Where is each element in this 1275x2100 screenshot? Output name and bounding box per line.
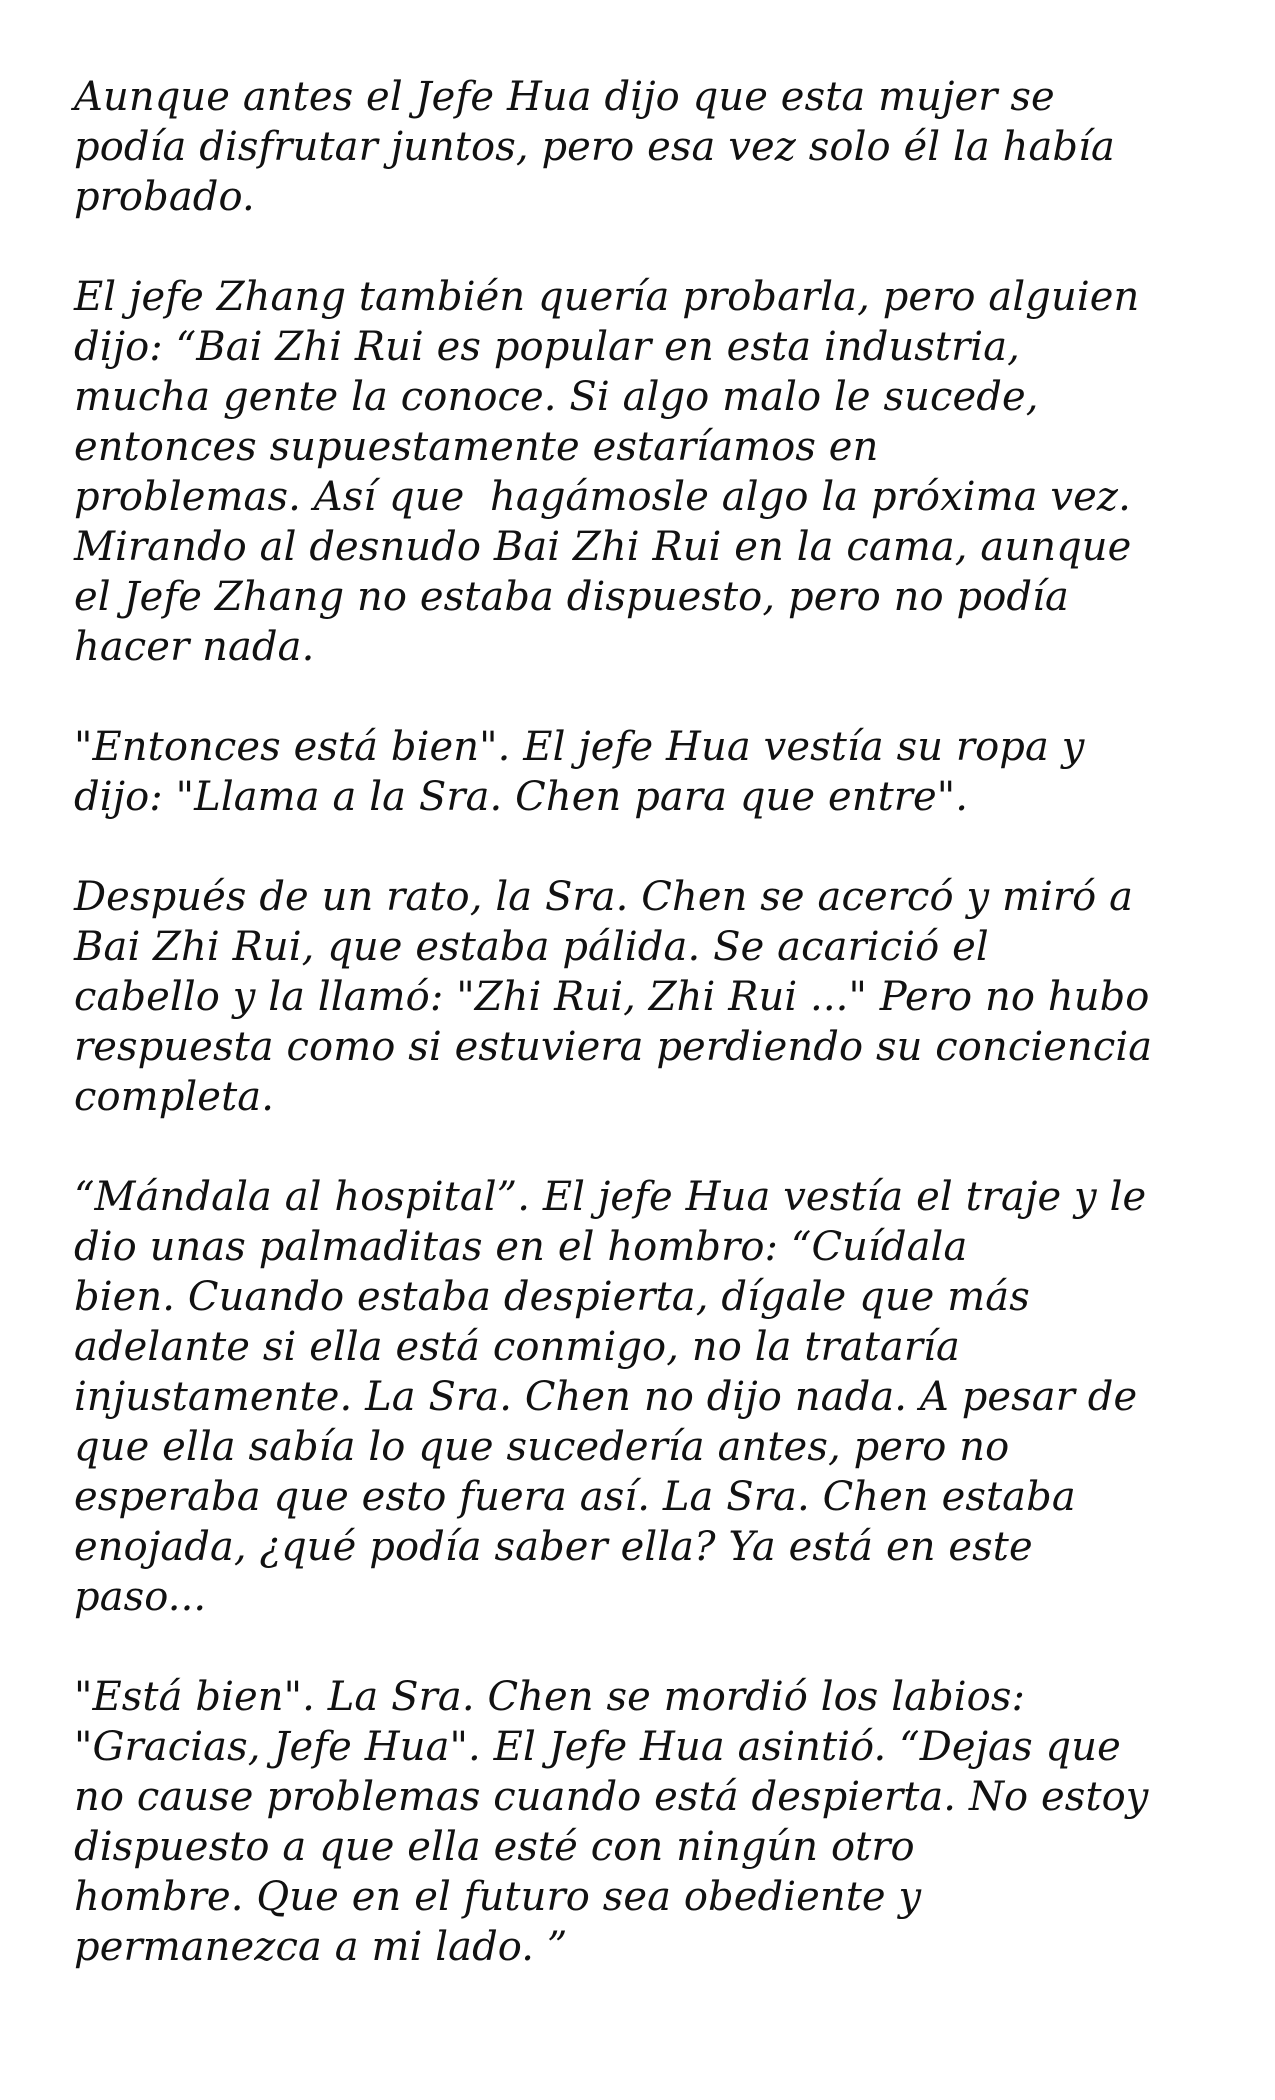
text-line: “Mándala al hospital”. El jefe Hua vestía el traje y le xyxy=(74,1174,1147,1220)
text-line: esperaba que esto fuera así. La Sra. Chen estaba xyxy=(74,1474,1076,1520)
text-line: "Está bien". La Sra. Chen se mordió los labios: xyxy=(74,1674,1026,1720)
text-line: Después de un rato, la Sra. Chen se acercó y miró a xyxy=(74,874,1134,920)
paragraph-spacer xyxy=(74,672,1215,722)
text-line: el Jefe Zhang no estaba dispuesto, pero no podía xyxy=(74,574,1069,620)
text-line: hacer nada. xyxy=(74,624,315,670)
text-line: que ella sabía lo que sucedería antes, pero no xyxy=(74,1424,1010,1470)
text-line: entonces supuestamente estaríamos en xyxy=(74,424,879,470)
text-line: cabello y la llamó: "Zhi Rui, Zhi Rui ..." Pero no hubo xyxy=(74,974,1150,1020)
paragraph xyxy=(74,722,1215,822)
text-line: problemas. Así que hagámosle algo la próxima vez. xyxy=(74,474,1131,520)
text-line: adelante si ella está conmigo, no la trataría xyxy=(74,1324,960,1370)
paragraph xyxy=(74,72,1215,222)
text-line: injustamente. La Sra. Chen no dijo nada. A pesar de xyxy=(74,1374,1138,1420)
text-line: no cause problemas cuando está despierta. No estoy xyxy=(74,1774,1149,1820)
paragraph-spacer xyxy=(74,822,1215,872)
text-line: Bai Zhi Rui, que estaba pálida. Se acarició el xyxy=(74,924,989,970)
text-line: respuesta como si estuviera perdiendo su conciencia xyxy=(74,1024,1153,1070)
paragraph-spacer xyxy=(74,1622,1215,1672)
text-line: dijo: “Bai Zhi Rui es popular en esta industria, xyxy=(74,324,1020,370)
paragraph xyxy=(74,1672,1215,1972)
text-line: bien. Cuando estaba despierta, dígale que más xyxy=(74,1274,1030,1320)
text-line: hombre. Que en el futuro sea obediente y xyxy=(74,1874,922,1920)
paragraph xyxy=(74,1172,1215,1622)
text-line: enojada, ¿qué podía saber ella? Ya está en este xyxy=(74,1524,1033,1570)
text-line: El jefe Zhang también quería probarla, pero alguien xyxy=(74,274,1140,320)
text-line: Aunque antes el Jefe Hua dijo que esta mujer se xyxy=(74,74,1055,120)
text-line: mucha gente la conoce. Si algo malo le sucede, xyxy=(74,374,1039,420)
text-line: paso... xyxy=(74,1574,207,1620)
text-line: "Entonces está bien". El jefe Hua vestía su ropa y xyxy=(74,724,1085,770)
text-line: dijo: "Llama a la Sra. Chen para que entre". xyxy=(74,774,969,820)
paragraph xyxy=(74,872,1215,1122)
text-line: permanezca a mi lado. ” xyxy=(74,1924,568,1970)
text-line: completa. xyxy=(74,1074,275,1120)
paragraph xyxy=(74,272,1215,672)
paragraph-spacer xyxy=(74,222,1215,272)
body-text xyxy=(74,72,1215,1972)
text-line: "Gracias, Jefe Hua". El Jefe Hua asintió. “Dejas que xyxy=(74,1724,1121,1770)
text-line: probado. xyxy=(74,174,255,220)
text-line: dio unas palmaditas en el hombro: “Cuídala xyxy=(74,1224,968,1270)
text-line: podía disfrutar juntos, pero esa vez solo él la había xyxy=(74,124,1115,170)
text-line: dispuesto a que ella esté con ningún otro xyxy=(74,1824,915,1870)
text-line: Mirando al desnudo Bai Zhi Rui en la cama, aunque xyxy=(74,524,1132,570)
paragraph-spacer xyxy=(74,1122,1215,1172)
